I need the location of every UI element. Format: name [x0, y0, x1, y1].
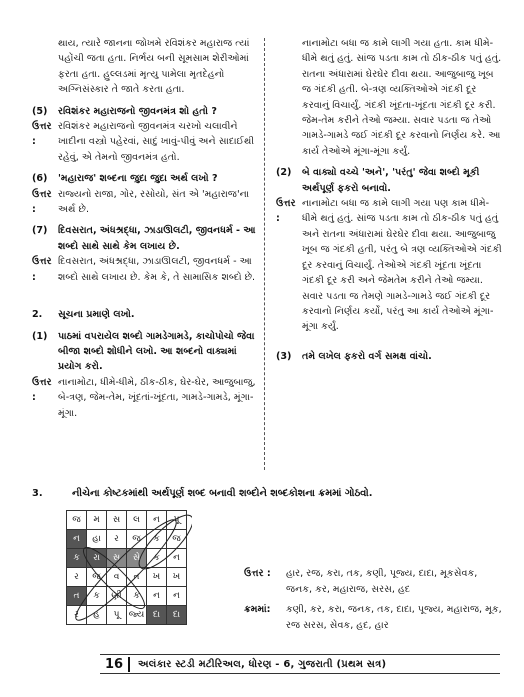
grid-cell: જ: [87, 568, 107, 587]
section-title: સૂચના પ્રમાણે લખો.: [58, 309, 135, 321]
grid-loop-3: [77, 541, 151, 615]
grid-cell: ન: [147, 587, 167, 606]
grid-loop-2: [68, 512, 184, 628]
question-5: [32, 104, 256, 119]
section-number: 2.: [32, 309, 43, 321]
question-number: (6): [32, 173, 48, 185]
answer-7: [32, 254, 256, 285]
answer-label: ઉત્તર :: [244, 568, 271, 579]
question-number: (7): [32, 225, 48, 237]
question-text: તમે લખેલ ફકરો વર્ગ સમક્ષ વાંચો.: [302, 350, 432, 362]
grid-cell: ણી: [107, 587, 127, 606]
page-footer: [100, 654, 500, 674]
grid-cell: ન: [67, 530, 87, 549]
answer-5: [32, 119, 256, 165]
question-3: [276, 349, 502, 364]
answer-label: ઉત્તર :: [32, 376, 52, 404]
section-2-heading: [32, 307, 256, 322]
section-3-heading: [32, 488, 502, 499]
right-column: [276, 36, 502, 364]
book-title: અલંકાર સ્ટડી મટીરિઅલ, ધોરણ - 6, ગુજરાતી (પ્રથમ સત્ર): [138, 658, 387, 670]
order-label: ક્રમમાં:: [244, 604, 271, 615]
grid-cell: જ: [127, 530, 147, 549]
grid-cell: ક: [67, 549, 87, 568]
grid-cell: ત: [67, 587, 87, 606]
question-text: દિવસરાત, અંધશ્રદ્ધા, ઝાડાઊલટી, જીવનધર્મ - આ શબ્દો સાથે સાથે કેમ લખાય છે.: [58, 225, 256, 252]
grid-cell: સે: [127, 549, 147, 568]
answer-words: હાર, રજ, કરા, તક, કણી, પૂજ્ય, દાદા, મૂકસેવક, જનક, કર, મહારાજ, સરસ, હદ: [286, 568, 478, 595]
question-6: [32, 171, 256, 186]
grid-cell: જ્ય: [127, 606, 147, 625]
page-number: 16: [100, 657, 130, 672]
grid-cell: મ: [87, 511, 107, 530]
column-divider: [264, 38, 265, 470]
grid-cell: દા: [167, 606, 187, 625]
grid-cell: વ: [107, 568, 127, 587]
grid-cell: જ: [167, 530, 187, 549]
answer-text: રાજ્યનો રાજા, ગોર, રસોયો, સંત એ 'મહારાજ'ના અર્થ છે.: [58, 188, 250, 216]
answer-6: [32, 187, 256, 218]
question-text: બે વાક્યો વચ્ચે 'અને', 'પરંતુ' જેવા શબ્દો મૂકી અર્થપૂર્ણ ફકરો બનાવો.: [302, 167, 480, 194]
answer-2: [276, 196, 502, 335]
grid-cell: ન: [167, 549, 187, 568]
grid-cell: જ: [67, 511, 87, 530]
question-text: રવિશંકર મહારાજનો જીવનમંત્ર શો હતો ?: [58, 105, 217, 117]
answer-label: ઉત્તર :: [276, 198, 296, 225]
section-2-answer-1: [32, 375, 256, 421]
intro-paragraph: થાય, ત્યારે જાનના જોખમે રવિશંકર મહારાજ ત્યાં પહોંચી જતા હતા. નિર્ભય બની સૂમસામ શેરીઓમાં ફરતા હતા. હુલ્લડમાં મૃત્યુ પામેલા મૃતદેહનો અગ્નિસંસ્કાર તે જાતે કરતા હતા.: [58, 38, 250, 96]
grid-cell: ક: [147, 530, 167, 549]
order-words: કણી, કર, કરા, જનક, તક, દાદા, પૂજ્ય, મહારાજ, મૂક, રજ સરસ, સેવક, હદ, હાર: [286, 604, 502, 631]
left-column: [32, 36, 256, 421]
question-text: 'મહારાજ' શબ્દના જુદા જુદા અર્થ લખો ?: [58, 173, 218, 185]
grid-cell: ક: [147, 549, 167, 568]
question-number: (3): [276, 350, 292, 362]
answer-text: રવિશંકર મહારાજનો જીવનમંત્ર ચરખો ચલાવીને ખાદીના વસ્ત્રો પહેરવાં, સાદું ખાવું-પીવું અને સાદાઈથી રહેવું, એ તેમનો જીવનમંત્ર હતો.: [58, 121, 255, 163]
question-number: (2): [276, 167, 292, 179]
question-text: પાઠમાં વપરાયેલ શબ્દો ગામડેગામડે, કાચોપોચો જેવા બીજા શબ્દો શોધીને લખો. આ શબ્દનો વાક્યમાં પ્રયોગ કરો.: [58, 330, 255, 373]
grid-cell: ર: [107, 530, 127, 549]
grid-cell: ર: [67, 568, 87, 587]
answer-text: નાનામોટા બધા જ કામે લાગી ગયા પણ કામ ધીમે-ધીમે થતું હતું. સાંજ પડતા કામ તો ઠીક-ઠીક પતું હતું અને રાતના અંધારામાં ઘેરઘેર દીવા થયા. આજુબાજુ ખૂબ જ ગંદકી હતી, પરંતુ બે ત્રણ વ્યક્તિઓએ ગંદકી દૂર કરવાનું વિચાર્યું. તેઓએ ગંદકી ખૂંદતા ખૂંદતા ગંદકી દૂર કરી અને જેમતેમ કરીને તેઓ જમ્યા. સવાર પડતા જ તેમણે ગામડે-ગામડે જઈ ગંદકી દૂર કરવાનો નિર્ણય કર્યો, પરંતુ આ કાર્ય તેઓએ મૂંગા-મૂંગા કર્યું.: [302, 198, 502, 333]
paragraph-1: નાનામોટા બધા જ કામે લાગી ગયા હતા. કામ ધીમે-ધીમે થતું હતું. સાંજ પડતા કામ તો ઠીક-ઠીક પતું હતું. રાતના અંધારામાં ઘેરઘેર દીવા થયા. આજુબાજુ ખૂબ જ ગંદકી હતી. બે-ત્રણ વ્યક્તિઓએ ગંદકી દૂર કરવાનું વિચાર્યું. ગંદકી ખૂંદતા-ખૂંદતા ગંદકી દૂર કરી. જેમ-તેમ કરીને તેઓ જમ્યા. સવાર પડતા જ તેઓ ગામડે-ગામડે જઈ ગંદકી દૂર કરવાનો નિર્ણય કરે. આ કાર્ય તેઓએ મૂંગા-મૂંગા કર્યું.: [302, 38, 502, 157]
grid-cell: ક: [87, 587, 107, 606]
grid-cell: હા: [87, 530, 107, 549]
grid-cell: ક: [127, 587, 147, 606]
word-grid-lines: [66, 510, 192, 630]
answer-text: નાનામોટા, ધીમે-ધીમે, ઠીક-ઠીક, ઘેર-ઘેર, આજુબાજુ, બે-ત્રણ, જેમ-તેમ, ખૂંદતાં-ખૂંદતા, ગામડે-ગામડે, મૂંગા-મૂંગા.: [58, 376, 256, 419]
answer-text: દિવસરાત, અંધશ્રદ્ધા, ઝાડાઊલટી, જીવનધર્મ - આ શબ્દો સાથે લખાય છે. કેમ કે, તે સામાસિક શબ્દો છે.: [58, 256, 256, 283]
grid-cell: સ: [107, 511, 127, 530]
grid-answers: [244, 566, 506, 634]
grid-cell: ર: [67, 606, 87, 625]
answer-label: ઉત્તર :: [32, 188, 52, 216]
grid-cell: ખ: [167, 568, 187, 587]
question-number: (5): [32, 105, 48, 117]
answer-words-row: [244, 566, 506, 598]
question-7: [32, 223, 256, 254]
answer-label: ઉત્તર :: [32, 256, 52, 283]
order-words-row: [244, 602, 506, 634]
grid-loop-1: [132, 510, 192, 576]
grid-cell: ન: [167, 587, 187, 606]
grid-cell: પૂ: [107, 606, 127, 625]
grid-cell: દા: [147, 606, 167, 625]
grid-cell: પૂ: [167, 511, 187, 530]
question-number: (1): [32, 330, 48, 342]
section-2-question-1: [32, 329, 256, 375]
grid-cell: ન: [147, 511, 167, 530]
grid-cell: હ: [87, 606, 107, 625]
section-number: 3.: [32, 488, 43, 499]
answer-label: ઉત્તર :: [32, 121, 52, 148]
grid-cell: ત: [127, 568, 147, 587]
section-title: નીચેના કોષ્ટકમાંથી અર્થપૂર્ણ શબ્દ બનાવી શબ્દોને શબ્દકોશના ક્રમમાં ગોઠવો.: [72, 488, 373, 499]
grid-cell: સ: [107, 549, 127, 568]
grid-cell: ખ: [147, 568, 167, 587]
grid-cell: રા: [87, 549, 107, 568]
grid-cell: લ: [127, 511, 147, 530]
question-2: [276, 165, 502, 196]
